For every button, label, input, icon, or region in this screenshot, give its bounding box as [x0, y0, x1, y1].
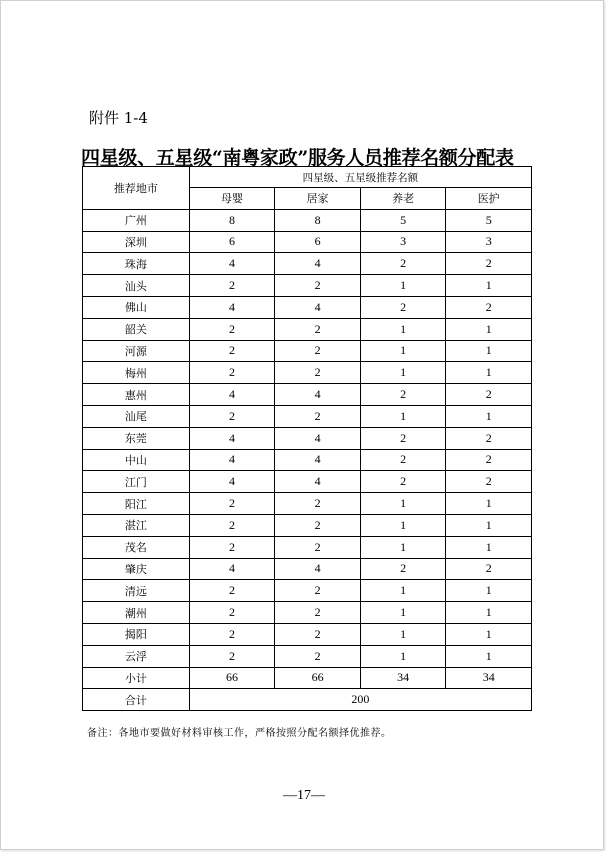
subtotal-label: 小计 [83, 667, 190, 689]
quota-cell: 2 [275, 493, 361, 515]
city-cell: 揭阳 [83, 623, 190, 645]
quota-cell: 2 [189, 493, 275, 515]
quota-cell: 2 [189, 536, 275, 558]
city-cell: 汕头 [83, 275, 190, 297]
quota-cell: 2 [275, 602, 361, 624]
quota-cell: 2 [189, 602, 275, 624]
quota-cell: 4 [275, 471, 361, 493]
table-row [83, 580, 532, 602]
quota-cell: 2 [275, 362, 361, 384]
table-row [83, 275, 532, 297]
subtotal-cell: 34 [446, 667, 532, 689]
quota-cell: 2 [189, 275, 275, 297]
quota-cell: 2 [189, 514, 275, 536]
quota-cell: 1 [446, 275, 532, 297]
column-header: 养老 [360, 188, 446, 210]
table-row [83, 449, 532, 471]
quota-cell: 3 [360, 231, 446, 253]
quota-cell: 1 [360, 405, 446, 427]
quota-cell: 1 [446, 602, 532, 624]
city-cell: 清远 [83, 580, 190, 602]
subtotal-row [83, 667, 532, 689]
quota-cell: 2 [189, 405, 275, 427]
quota-cell: 1 [446, 362, 532, 384]
table-row [83, 362, 532, 384]
column-header: 母婴 [189, 188, 275, 210]
quota-cell: 2 [189, 340, 275, 362]
subtotal-cell: 66 [275, 667, 361, 689]
quota-cell: 1 [360, 362, 446, 384]
table-body [83, 209, 532, 710]
city-cell: 中山 [83, 449, 190, 471]
quota-table [82, 166, 532, 711]
quota-cell: 1 [446, 623, 532, 645]
quota-cell: 1 [360, 275, 446, 297]
table-row [83, 318, 532, 340]
quota-cell: 2 [446, 449, 532, 471]
city-cell: 珠海 [83, 253, 190, 275]
quota-group-header: 四星级、五星级推荐名额 [189, 167, 531, 188]
quota-cell: 1 [360, 645, 446, 667]
table-row [83, 231, 532, 253]
table-header-row [83, 167, 532, 188]
quota-cell: 4 [275, 296, 361, 318]
city-cell: 梅州 [83, 362, 190, 384]
quota-cell: 1 [360, 340, 446, 362]
quota-cell: 4 [275, 449, 361, 471]
table-row [83, 471, 532, 493]
table-row [83, 384, 532, 406]
quota-cell: 2 [446, 384, 532, 406]
quota-cell: 5 [360, 209, 446, 231]
city-cell: 河源 [83, 340, 190, 362]
quota-cell: 4 [275, 384, 361, 406]
city-cell: 阳江 [83, 493, 190, 515]
quota-cell: 2 [275, 318, 361, 340]
table-row [83, 209, 532, 231]
quota-cell: 4 [189, 471, 275, 493]
city-cell: 东莞 [83, 427, 190, 449]
quota-cell: 4 [189, 253, 275, 275]
column-header: 居家 [275, 188, 361, 210]
city-cell: 汕尾 [83, 405, 190, 427]
city-cell: 茂名 [83, 536, 190, 558]
table-row [83, 536, 532, 558]
table-row [83, 493, 532, 515]
quota-cell: 2 [446, 296, 532, 318]
city-column-header: 推荐地市 [83, 167, 190, 210]
quota-cell: 4 [189, 449, 275, 471]
quota-cell: 1 [446, 514, 532, 536]
quota-cell: 1 [360, 493, 446, 515]
quota-cell: 6 [275, 231, 361, 253]
quota-cell: 2 [360, 558, 446, 580]
table-row [83, 296, 532, 318]
city-cell: 潮州 [83, 602, 190, 624]
quota-cell: 1 [446, 493, 532, 515]
quota-cell: 2 [360, 449, 446, 471]
city-cell: 云浮 [83, 645, 190, 667]
city-cell: 深圳 [83, 231, 190, 253]
quota-cell: 4 [189, 296, 275, 318]
table-row [83, 623, 532, 645]
quota-cell: 8 [189, 209, 275, 231]
table-row [83, 645, 532, 667]
quota-cell: 1 [446, 318, 532, 340]
quota-cell: 1 [446, 340, 532, 362]
quota-cell: 2 [275, 580, 361, 602]
subtotal-cell: 66 [189, 667, 275, 689]
quota-cell: 2 [275, 645, 361, 667]
quota-cell: 5 [446, 209, 532, 231]
table-row [83, 405, 532, 427]
quota-cell: 1 [360, 514, 446, 536]
quota-cell: 4 [189, 427, 275, 449]
quota-cell: 1 [446, 645, 532, 667]
quota-cell: 4 [275, 253, 361, 275]
quota-cell: 2 [446, 253, 532, 275]
city-cell: 江门 [83, 471, 190, 493]
quota-cell: 2 [446, 558, 532, 580]
table-row [83, 340, 532, 362]
quota-cell: 2 [189, 645, 275, 667]
quota-cell: 3 [446, 231, 532, 253]
quota-cell: 2 [360, 296, 446, 318]
table-row [83, 253, 532, 275]
quota-cell: 2 [360, 471, 446, 493]
quota-cell: 6 [189, 231, 275, 253]
quota-cell: 1 [360, 536, 446, 558]
quota-cell: 2 [275, 514, 361, 536]
quota-cell: 2 [189, 318, 275, 340]
attachment-label: 附件 1-4 [89, 109, 148, 127]
table-row [83, 558, 532, 580]
quota-cell: 2 [446, 427, 532, 449]
quota-cell: 2 [275, 405, 361, 427]
footnote: 备注：各地市要做好材料审核工作，严格按照分配名额择优推荐。 [87, 728, 392, 739]
quota-cell: 2 [275, 275, 361, 297]
quota-cell: 2 [360, 253, 446, 275]
total-value: 200 [189, 689, 531, 711]
city-cell: 广州 [83, 209, 190, 231]
quota-cell: 1 [360, 580, 446, 602]
quota-cell: 4 [189, 384, 275, 406]
quota-cell: 8 [275, 209, 361, 231]
quota-cell: 2 [275, 623, 361, 645]
quota-cell: 4 [189, 558, 275, 580]
table-row [83, 427, 532, 449]
table-row [83, 514, 532, 536]
city-cell: 佛山 [83, 296, 190, 318]
quota-cell: 2 [275, 536, 361, 558]
quota-cell: 1 [360, 623, 446, 645]
city-cell: 湛江 [83, 514, 190, 536]
quota-cell: 1 [446, 536, 532, 558]
quota-cell: 2 [189, 362, 275, 384]
quota-cell: 2 [275, 340, 361, 362]
quota-cell: 4 [275, 558, 361, 580]
city-cell: 肇庆 [83, 558, 190, 580]
quota-cell: 1 [446, 580, 532, 602]
quota-cell: 1 [446, 405, 532, 427]
total-label: 合计 [83, 689, 190, 711]
city-cell: 韶关 [83, 318, 190, 340]
page-number: —17— [283, 788, 325, 803]
quota-cell: 1 [360, 318, 446, 340]
subtotal-cell: 34 [360, 667, 446, 689]
quota-cell: 2 [360, 384, 446, 406]
city-cell: 惠州 [83, 384, 190, 406]
column-header: 医护 [446, 188, 532, 210]
total-row [83, 689, 532, 711]
quota-cell: 2 [189, 623, 275, 645]
quota-cell: 1 [360, 602, 446, 624]
table-row [83, 602, 532, 624]
quota-cell: 4 [275, 427, 361, 449]
quota-cell: 2 [189, 580, 275, 602]
quota-cell: 2 [360, 427, 446, 449]
quota-cell: 2 [446, 471, 532, 493]
document-title: 四星级、五星级“南粤家政”服务人员推荐名额分配表 [81, 147, 514, 169]
